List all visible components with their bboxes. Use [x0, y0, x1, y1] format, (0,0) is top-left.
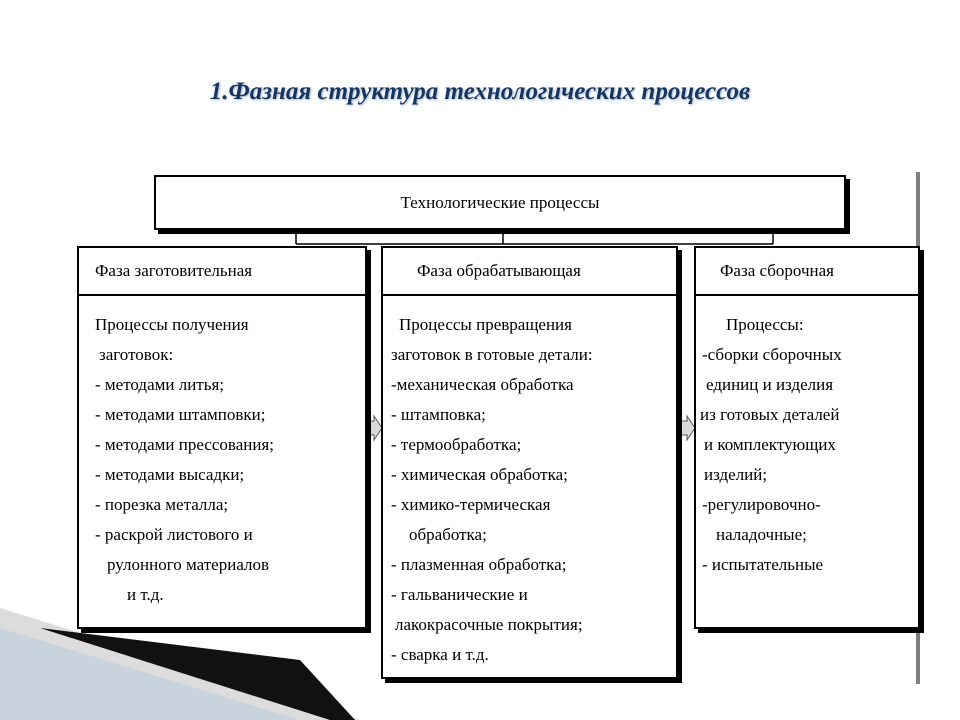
- phase-line: Процессы превращения: [399, 315, 572, 334]
- phase-line: изделий;: [704, 465, 768, 484]
- phase-line: - методами прессования;: [95, 435, 274, 454]
- phase-line: заготовок:: [99, 345, 174, 364]
- phase-line: обработка;: [409, 525, 487, 544]
- phase-line: Процессы:: [726, 315, 804, 334]
- phase-line: из готовых деталей: [700, 405, 840, 424]
- flow-arrow-1: [366, 416, 382, 440]
- phase-column-processing: [381, 246, 678, 679]
- flow-arrow-2: [679, 416, 695, 440]
- phase-line: - раскрой листового и: [95, 525, 253, 544]
- phase-line: - методами штамповки;: [95, 405, 266, 424]
- slide-title: 1.Фазная структура технологических процессов: [209, 78, 751, 105]
- phase-column-assembly: [694, 246, 920, 629]
- phase-line: - химическая обработка;: [391, 465, 568, 484]
- root-process-box: [154, 175, 846, 230]
- phase-line: и т.д.: [127, 585, 164, 604]
- phase-line: - сварка и т.д.: [391, 645, 489, 664]
- phase-line: - методами высадки;: [95, 465, 245, 484]
- phase-line: - плазменная обработка;: [391, 555, 567, 574]
- phase-header-label: Фаза сборочная: [720, 261, 834, 280]
- phase-header: [383, 248, 676, 296]
- phase-line: единиц и изделия: [706, 375, 834, 394]
- phase-line: - испытательные: [702, 555, 824, 574]
- phase-line: - гальванические и: [391, 585, 528, 604]
- phase-header-label: Фаза заготовительная: [95, 261, 253, 280]
- phase-line: и комплектующих: [704, 435, 836, 454]
- phase-line: рулонного материалов: [107, 555, 270, 574]
- phase-header: [696, 248, 918, 296]
- phase-line: лакокрасочные покрытия;: [395, 615, 583, 634]
- phase-line: -регулировочно-: [702, 495, 821, 514]
- phase-line: заготовок в готовые детали:: [391, 345, 593, 364]
- phase-column-preparatory: [77, 246, 367, 629]
- phase-line: наладочные;: [716, 525, 807, 544]
- deco-stripe-light: [0, 628, 300, 720]
- phase-line: - штамповка;: [391, 405, 486, 424]
- phase-body: [79, 296, 365, 610]
- phase-line: - порезка металла;: [95, 495, 229, 514]
- phase-line: -механическая обработка: [391, 375, 574, 394]
- phase-header-label: Фаза обрабатывающая: [417, 261, 581, 280]
- root-process-label: Технологические процессы: [400, 192, 600, 212]
- phase-line: -сборки сборочных: [702, 345, 842, 364]
- phase-line: - термообработка;: [391, 435, 522, 454]
- phase-line: Процессы получения: [95, 315, 249, 334]
- phase-line: - методами литья;: [95, 375, 225, 394]
- phase-header: [79, 248, 365, 296]
- phase-body: [383, 296, 676, 670]
- phase-line: - химико-термическая: [391, 495, 551, 514]
- phase-body: [696, 296, 918, 580]
- deco-stripe-black: [40, 628, 355, 720]
